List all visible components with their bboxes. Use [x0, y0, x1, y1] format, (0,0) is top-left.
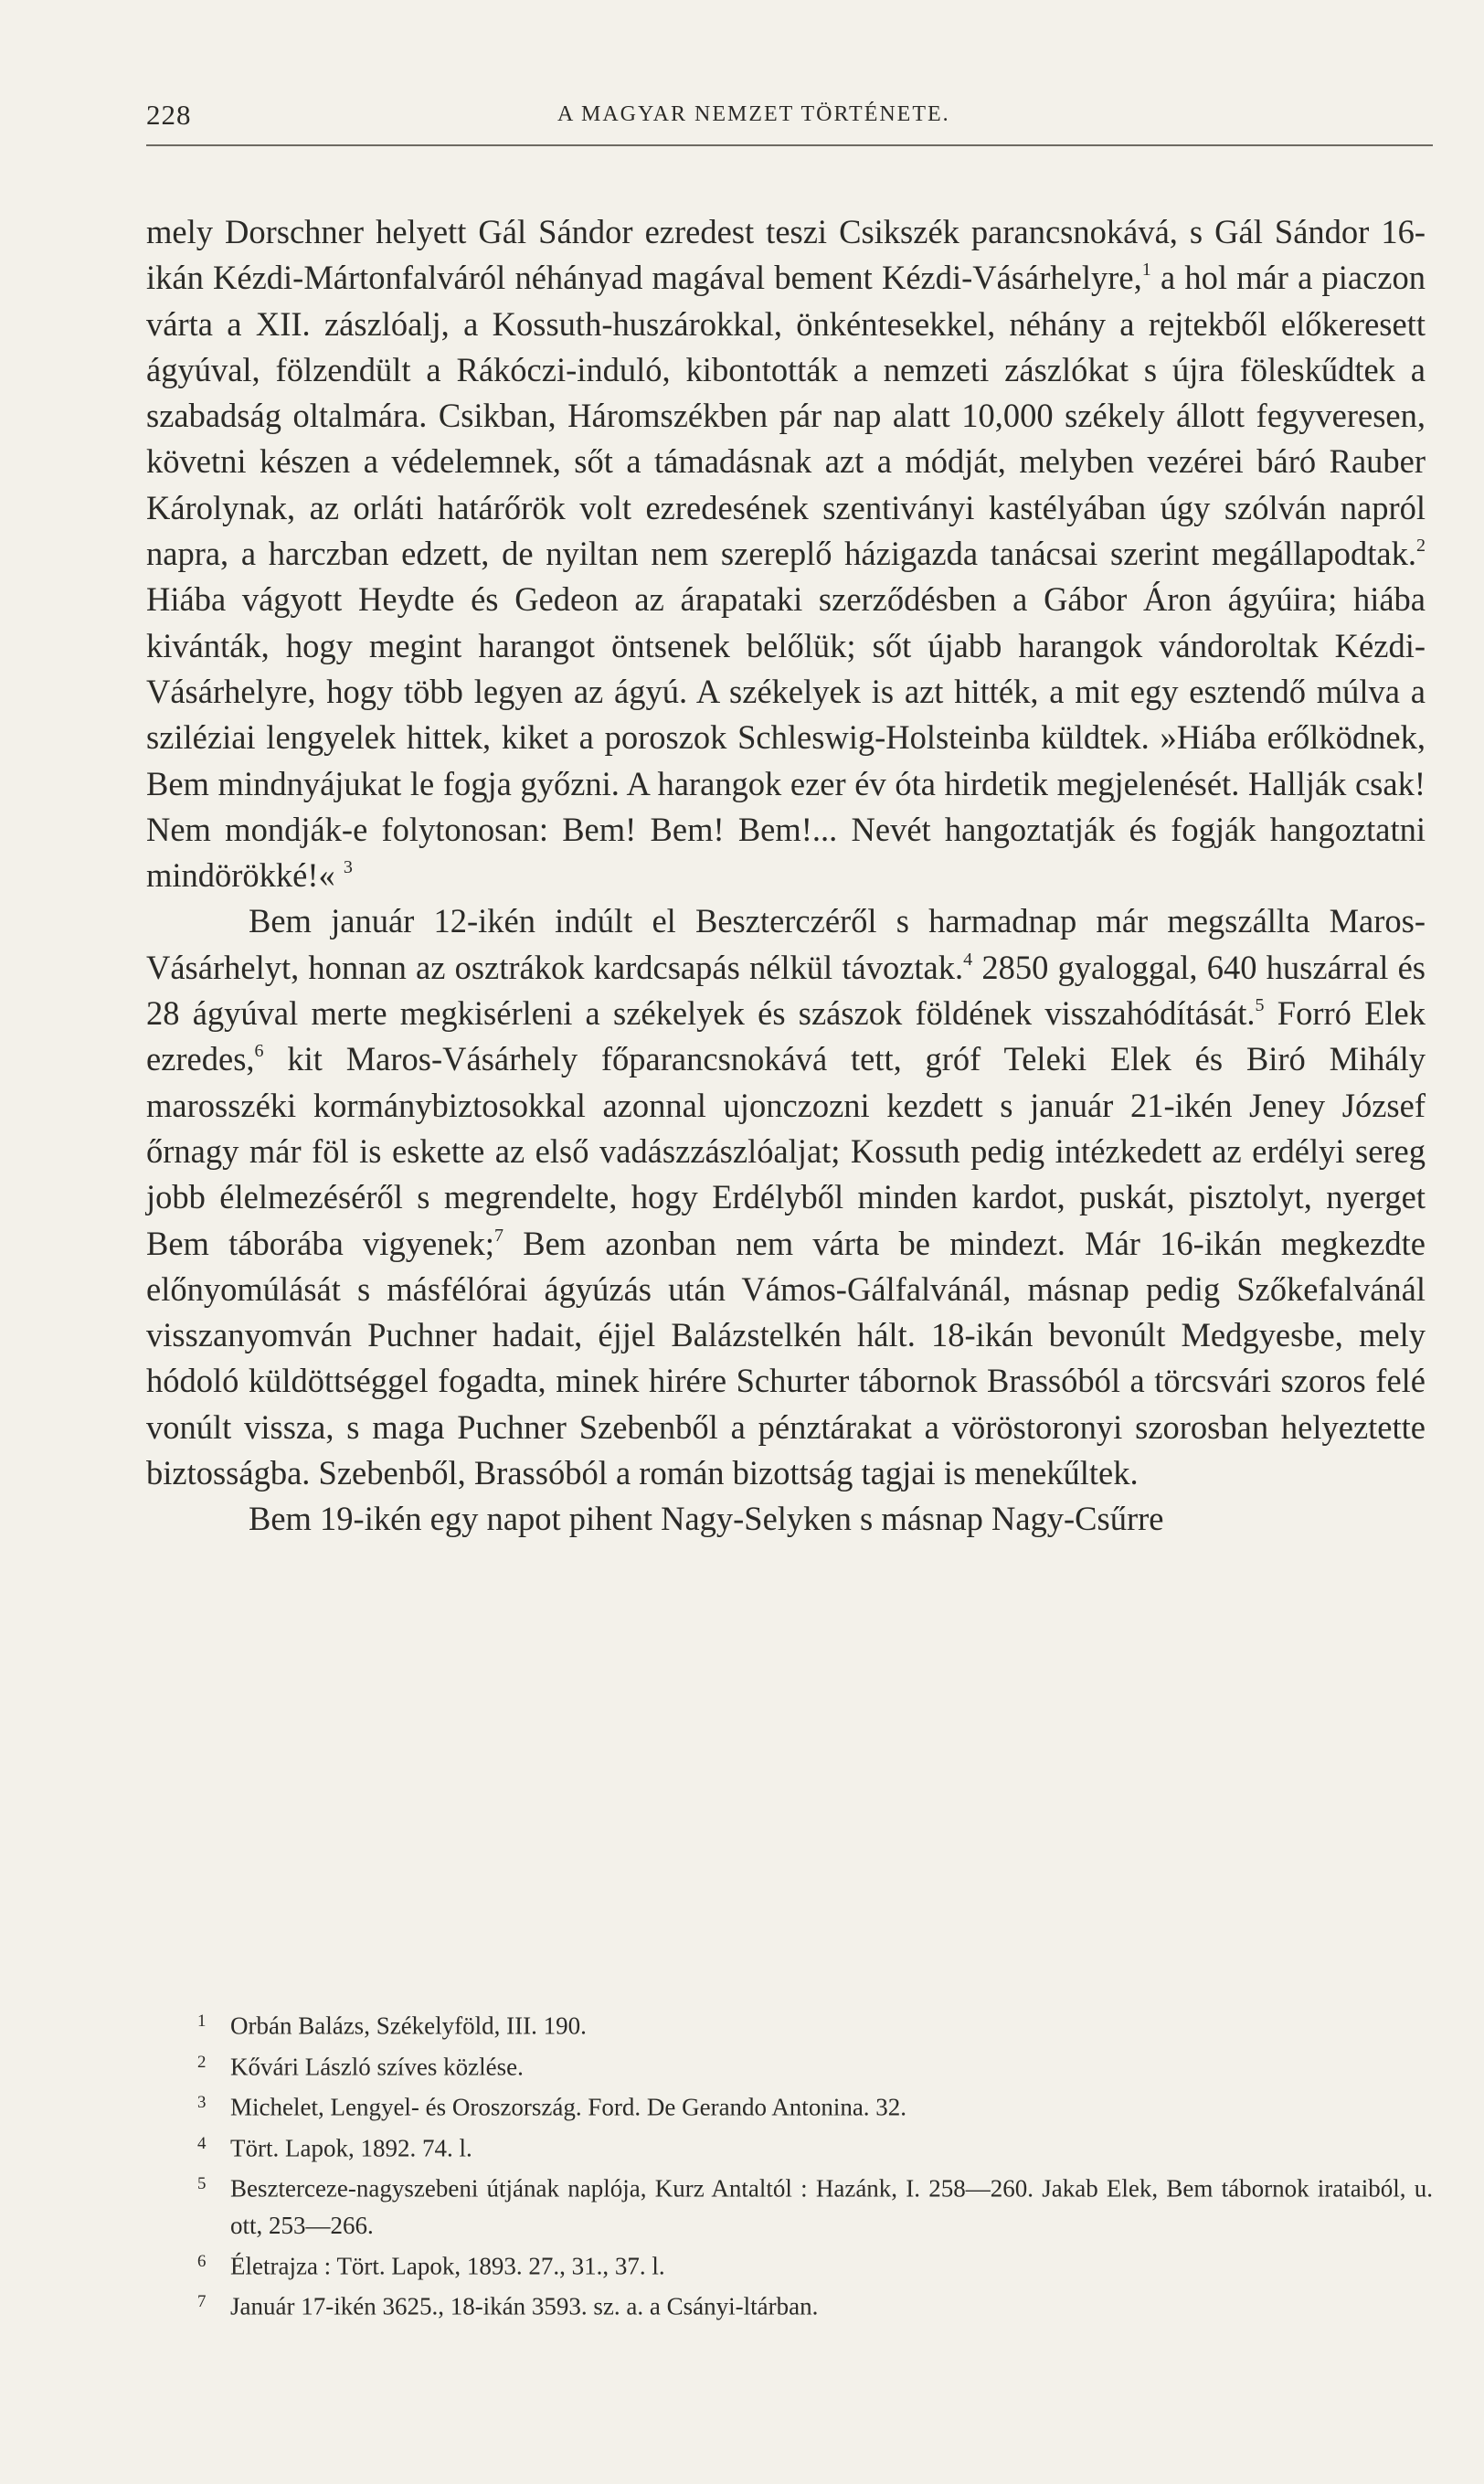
footnote — [146, 2244, 1433, 2285]
paragraph-1 — [146, 209, 1426, 898]
footnote — [146, 2126, 1433, 2167]
footnote-text: Beszterceze-nagyszebeni útjának naplója, Kurz Antaltól : Hazánk, I. 258—260. Jakab Elek, Bem tábornok irataiból, u. ott, 253—266. — [230, 2174, 1433, 2239]
page-header — [146, 99, 1433, 143]
footnote-text: Tört. Lapok, 1892. 74. l. — [230, 2134, 472, 2161]
footnote-mark: 2 — [197, 2052, 207, 2072]
text-run: 2850 gyaloggal, 640 huszárral és 28 ágyúval merte megkisérleni a székelyek és szászok földének visszahódítását. — [146, 948, 1426, 1033]
page-number: 228 — [146, 99, 192, 131]
footnote-text: Kővári László szíves közlése. — [230, 2053, 524, 2080]
paragraph-3: Bem 19-ikén egy napot pihent Nagy-Selyken s másnap Nagy-Csűrre — [249, 1500, 1164, 1538]
footnote — [146, 2284, 1433, 2325]
footnote-text: Michelet, Lengyel- és Oroszország. Ford. De Gerando Antonina. 32. — [230, 2093, 907, 2121]
footnote-mark: 3 — [197, 2093, 207, 2112]
footnote-ref: 2 — [1415, 536, 1426, 557]
footnote-ref: 6 — [254, 1041, 264, 1062]
footnote-ref: 5 — [1255, 995, 1265, 1015]
footnote-ref: 7 — [493, 1225, 504, 1246]
footnote-mark: 1 — [197, 2012, 207, 2031]
main-text — [146, 209, 1426, 1543]
footnote-text: Orbán Balázs, Székelyföld, III. 190. — [230, 2012, 587, 2040]
footnote-text: Január 17-ikén 3625., 18-ikán 3593. sz. a. a Csányi-ltárban. — [230, 2292, 819, 2320]
footnote-mark: 5 — [197, 2174, 207, 2193]
footnote — [146, 2003, 1433, 2044]
footnotes — [146, 2003, 1433, 2325]
text-run: Hiába vágyott Heydte és Gedeon az árapataki szerződésben a Gábor Áron ágyúira; hiába kivánták, hogy megint harangot öntsenek belőlük; sőt újabb harangok vándoroltak Kézdi-Vásárhelyre, hogy több legyen az ágyú. A székelyek is azt hitték, a mit egy esztendő múlva a sziléziai lengyelek hittek, kiket a poroszok Schleswig-Holsteinba küldtek. »Hiába erőlködnek, Bem mindnyájukat le fogja győzni. A harangok ezer év óta hirdetik megjelenését. Hallják csak! Nem mondják-e folytonosan: Bem! Bem! Bem!... Nevét hangoztatják és fogják hangoztatni mindörökké!« — [146, 580, 1426, 895]
running-title: A MAGYAR NEMZET TÖRTÉNETE. — [557, 102, 950, 126]
footnote-ref: 1 — [1141, 260, 1151, 281]
footnote-mark: 7 — [197, 2292, 207, 2311]
footnote — [146, 2085, 1433, 2126]
text-run: kit Maros-Vásárhely főparancsnokává tett, gróf Teleki Elek és Biró Mihály marosszéki kormánybiztosokkal azonnal ujonczozni kezdett s január 21-ikén Jeney József őrnagy már föl is eskette az első vadászzászlóaljat; Kossuth pedig intézkedett az erdélyi sereg jobb élelmezéséről s megrendelte, hogy Erdélyből minden kardot, puskát, pisztolyt, nyerget Bem táborába vigyenek; — [146, 1040, 1426, 1262]
text-run: Bem január 12-ikén indúlt el Beszterczéről s harmadnap már megszállta Maros-Vásárhelyt, honnan az osztrákok kardcsapás nélkül távoztak. — [146, 902, 1426, 986]
footnote-mark: 6 — [197, 2251, 207, 2271]
footnote-ref: 4 — [963, 949, 973, 970]
footnote-ref: 3 — [343, 857, 353, 878]
text-run: Bem azonban nem várta be mindezt. Már 16-ikán megkezdte előnyomúlását s másfélórai ágyúzás után Vámos-Gálfalvánál, másnap pedig Szőkefalvánál visszanyomván Puchner hadait, éjjel Balázstelkén hált. 18-ikán bevonúlt Medgyesbe, mely hódoló küldöttséggel fogadta, minek hirére Schurter tábornok Brassóból a törcsvári szoros felé vonúlt vissza, s maga Puchner Szebenből a pénztárakat a vöröstoronyi szorosban helyeztette biztosságba. Szebenből, Brassóból a román bizottság tagjai is menekűltek. — [146, 1224, 1426, 1492]
paragraph-2 — [146, 898, 1426, 1496]
footnote-mark: 4 — [197, 2133, 207, 2153]
text-run: a hol már a piaczon várta a XII. zászlóalj, a Kossuth-huszárokkal, önkéntesekkel, néhány a rejtekből előkeresett ágyúval, fölzendült a Rákóczi-induló, kibontották a nemzeti zászlókat s újra föleskűdtek a szabadság oltalmára. Csikban, Háromszékben pár nap alatt 10,000 székely állott fegyveresen, követni készen a védelemnek, sőt a támadásnak azt a módját, melyben vezérei báró Rauber Károlynak, az orláti határőrök volt ezredesének szentiványi kastélyában úgy szólván napról napra, a harczban edzett, de nyiltan nem szereplő házigazda tanácsai szerint megállapodtak. — [146, 259, 1426, 573]
header-rule — [146, 144, 1433, 146]
footnote-text: Életrajza : Tört. Lapok, 1893. 27., 31., 37. l. — [230, 2252, 665, 2279]
text-run: mely Dorschner helyett Gál Sándor ezredest teszi Csikszék parancsnokává, s Gál Sándor 16-ikán Kézdi-Mártonfalváról néhányad magával bement Kézdi-Vásárhelyre, — [146, 213, 1426, 297]
footnote — [146, 2044, 1433, 2086]
footnote — [146, 2166, 1433, 2244]
text-run: Forró Elek ezredes, — [146, 994, 1426, 1078]
